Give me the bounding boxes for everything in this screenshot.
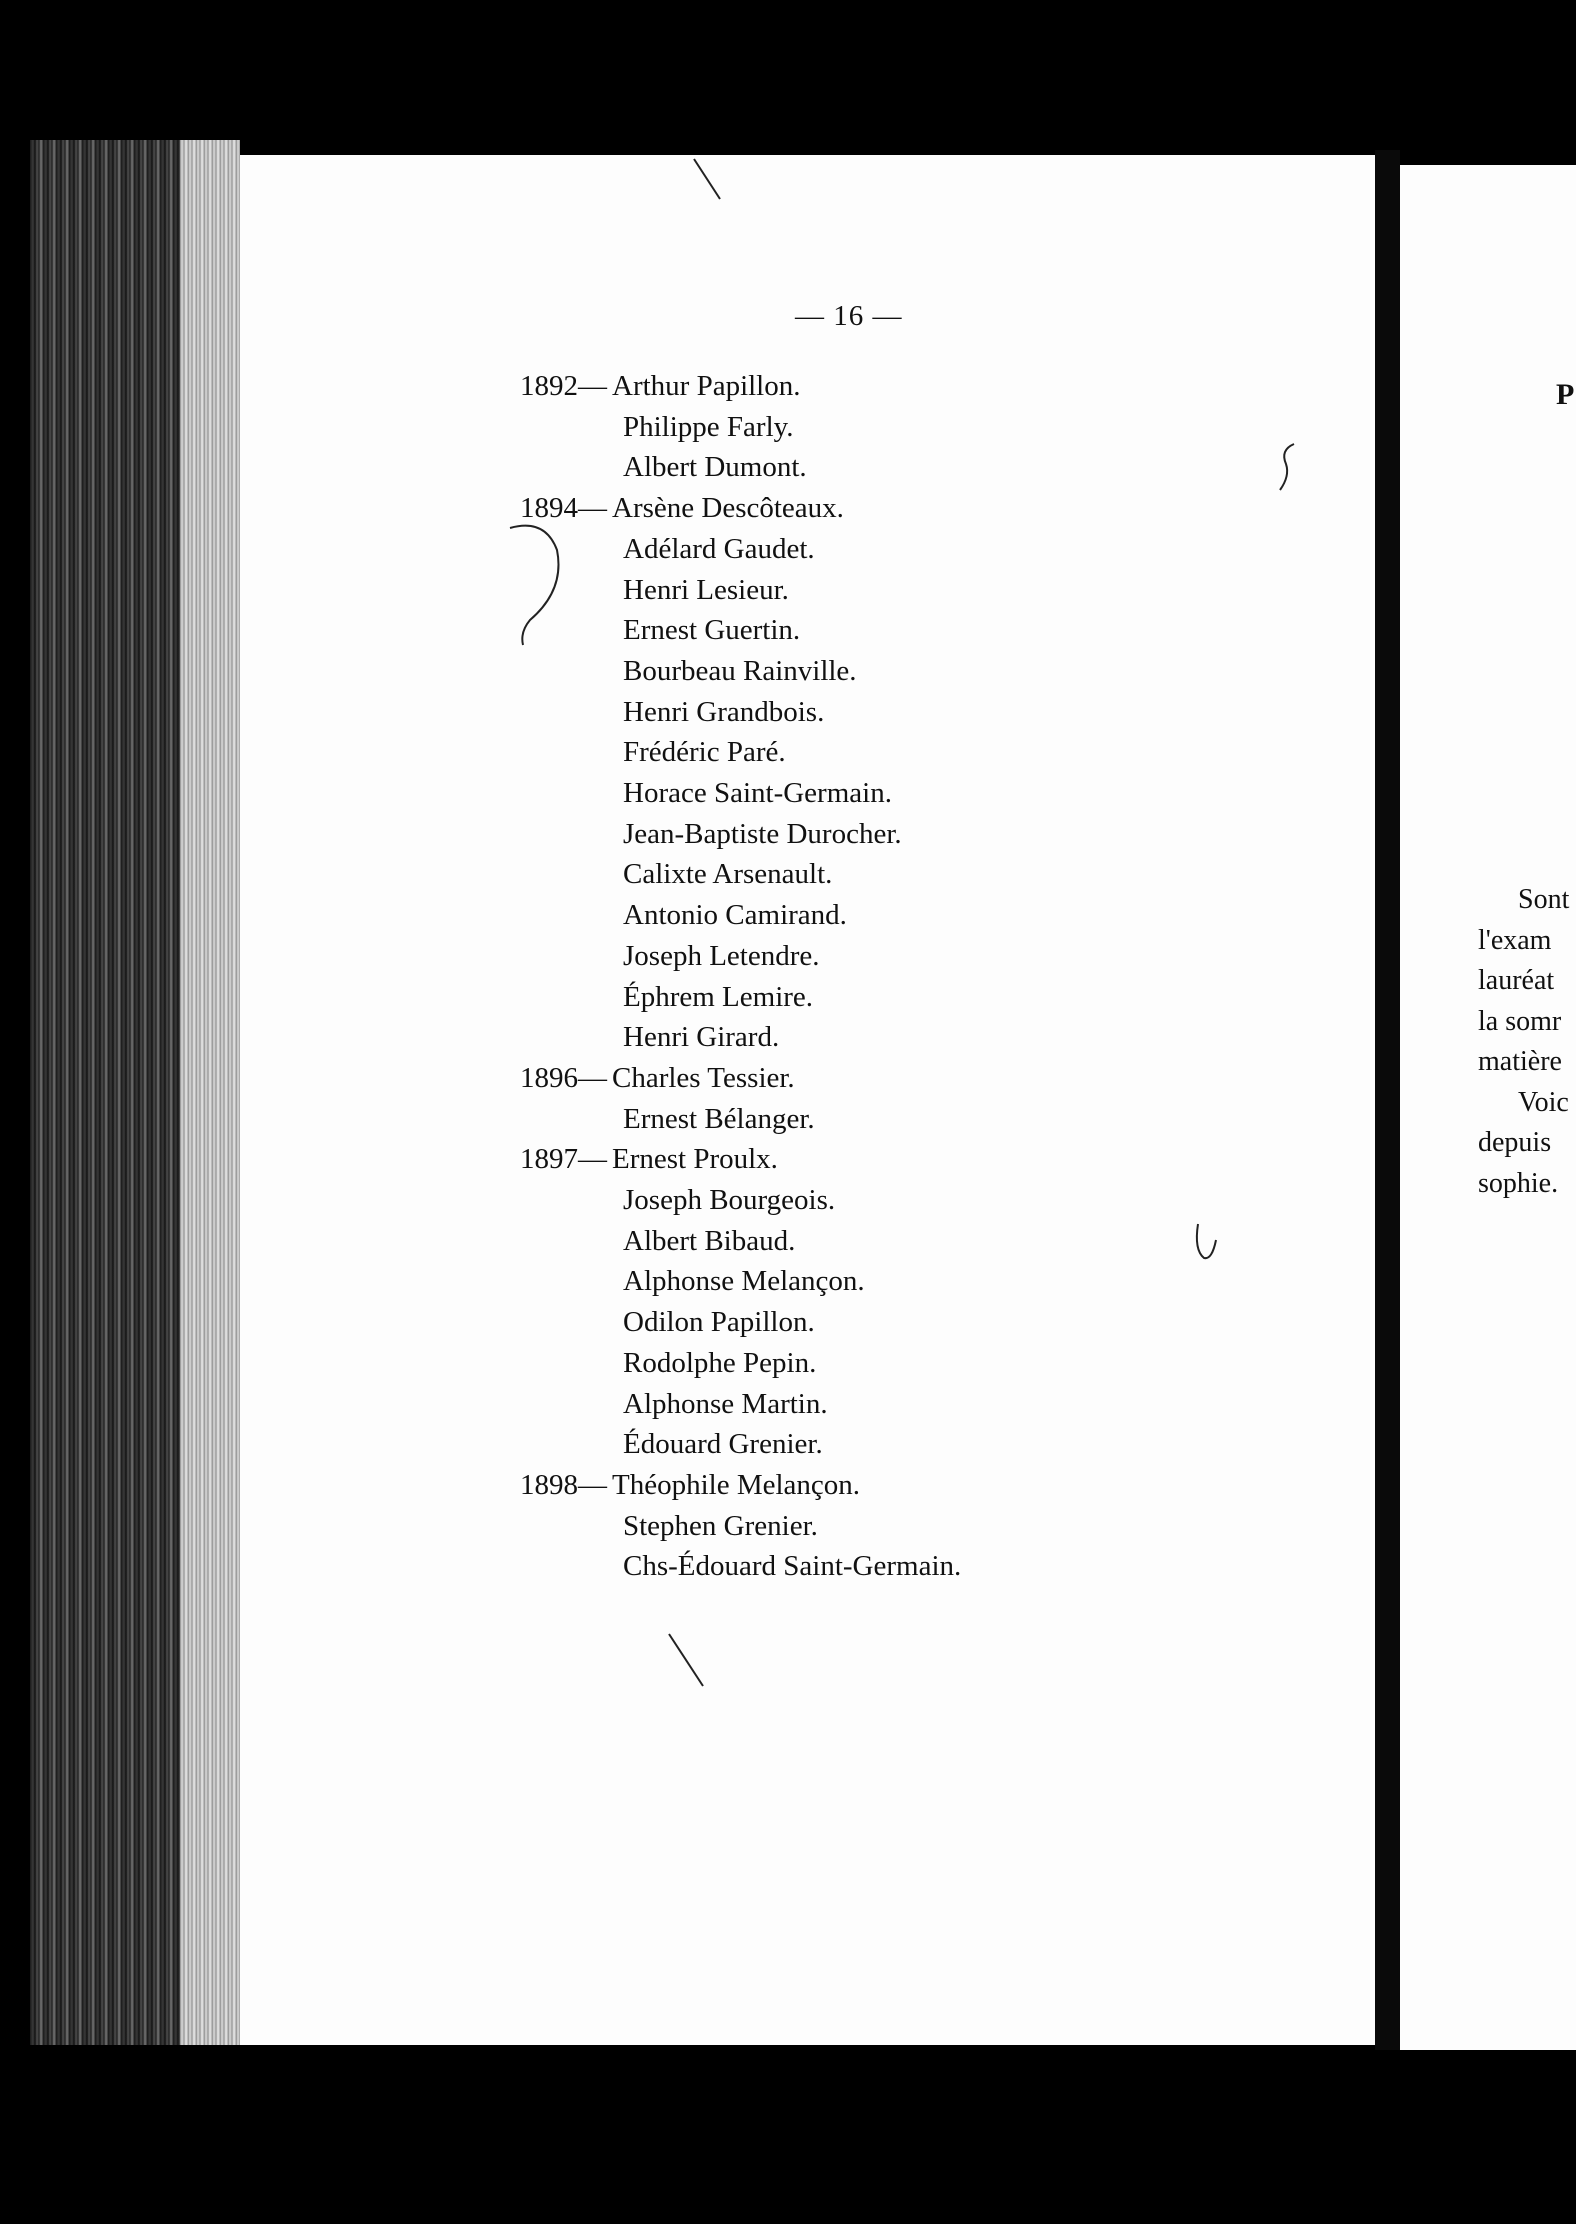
facing-page-text xyxy=(1470,880,1569,1204)
laureate-entry xyxy=(520,407,961,448)
facing-page-line: la somr xyxy=(1478,1005,1562,1037)
entry-name: Édouard Grenier. xyxy=(623,1428,823,1461)
pencil-small-mark xyxy=(1272,440,1302,500)
laureate-entry xyxy=(520,1058,961,1099)
entry-name: Ernest Proulx. xyxy=(612,1143,778,1176)
facing-page-line: sophie. xyxy=(1478,1167,1559,1199)
laureate-entry xyxy=(520,488,961,529)
laureate-entry xyxy=(520,977,961,1018)
laureate-entry xyxy=(520,1465,961,1506)
pencil-slash-mark xyxy=(665,1630,715,1690)
pencil-bracket-mark xyxy=(505,520,565,650)
laureate-entry xyxy=(520,1099,961,1140)
laureate-entry xyxy=(520,1506,961,1547)
entry-name: Philippe Farly. xyxy=(623,410,794,443)
entry-year: 1896— xyxy=(520,1061,607,1094)
entry-year: 1892— xyxy=(520,370,607,402)
facing-page-line: l'exam xyxy=(1478,924,1552,956)
entry-year: 1894— xyxy=(520,492,607,525)
pencil-slash-mark-top xyxy=(690,155,730,205)
entry-year: 1897— xyxy=(520,1143,607,1176)
entry-name: Adélard Gaudet. xyxy=(623,532,815,565)
laureate-entry xyxy=(520,651,961,692)
laureate-entry xyxy=(520,895,961,936)
laureate-entry xyxy=(520,1139,961,1180)
entry-year: 1898— xyxy=(520,1468,607,1501)
page-number: — 16 — xyxy=(795,300,903,332)
laureate-entry xyxy=(520,1017,961,1058)
laureate-list xyxy=(520,366,961,1587)
laureate-entry xyxy=(520,447,961,488)
entry-name: Henri Grandbois. xyxy=(623,695,825,728)
laureate-entry xyxy=(520,692,961,733)
entry-name: Joseph Bourgeois. xyxy=(623,1184,836,1217)
facing-page-heading: P xyxy=(1556,378,1575,411)
entry-name: Jean-Baptiste Durocher. xyxy=(623,817,902,850)
entry-name: Stephen Grenier. xyxy=(623,1509,818,1542)
entry-name: Joseph Letendre. xyxy=(623,939,820,972)
entry-name: Charles Tessier. xyxy=(612,1061,795,1094)
entry-name: Horace Saint-Germain. xyxy=(623,777,892,810)
page-stack-edge xyxy=(30,140,240,2045)
entry-name: Odilon Papillon. xyxy=(623,1306,815,1339)
facing-page-line: lauréat xyxy=(1478,965,1555,996)
laureate-entry xyxy=(520,529,961,570)
laureate-entry xyxy=(520,1343,961,1384)
laureate-entry xyxy=(520,1221,961,1262)
entry-name: Arthur Papillon. xyxy=(612,370,801,402)
entry-name: Albert Bibaud. xyxy=(623,1224,796,1257)
facing-page-line: matière xyxy=(1478,1046,1562,1077)
entry-name: Chs-Édouard Saint-Germain. xyxy=(623,1550,962,1583)
pencil-tick-mark xyxy=(1190,1220,1230,1270)
laureate-entry xyxy=(520,1384,961,1425)
facing-page-line: Sont xyxy=(1518,884,1570,915)
entry-name: Bourbeau Rainville. xyxy=(623,654,857,687)
entry-name: Albert Dumont. xyxy=(623,451,807,484)
laureate-entry xyxy=(520,610,961,651)
entry-name: Ernest Bélanger. xyxy=(623,1102,815,1135)
entry-name: Théophile Melançon. xyxy=(612,1468,861,1501)
laureate-entry xyxy=(520,1261,961,1302)
laureate-entry xyxy=(520,814,961,855)
entry-name: Alphonse Martin. xyxy=(623,1387,828,1420)
laureate-entry xyxy=(520,936,961,977)
facing-page-line: Voic xyxy=(1518,1086,1569,1118)
laureate-entry xyxy=(520,366,961,407)
laureate-entry xyxy=(520,854,961,895)
laureate-entry xyxy=(520,773,961,814)
entry-name: Éphrem Lemire. xyxy=(623,980,814,1013)
entry-name: Calixte Arsenault. xyxy=(623,858,833,891)
entry-name: Henri Girard. xyxy=(623,1021,780,1054)
laureate-entry xyxy=(520,1546,961,1587)
laureate-entry xyxy=(520,732,961,773)
laureate-entry xyxy=(520,570,961,611)
book-gutter xyxy=(1375,150,1400,2050)
entry-name: Frédéric Paré. xyxy=(623,736,786,769)
entry-name: Rodolphe Pepin. xyxy=(623,1346,817,1379)
entry-name: Arsène Descôteaux. xyxy=(612,492,844,525)
laureate-entry xyxy=(520,1302,961,1343)
entry-name: Alphonse Melançon. xyxy=(623,1265,865,1298)
entry-name: Ernest Guertin. xyxy=(623,614,801,647)
entry-name: Antonio Camirand. xyxy=(623,899,847,932)
entry-name: Henri Lesieur. xyxy=(623,573,789,606)
laureate-entry xyxy=(520,1424,961,1465)
laureate-entry xyxy=(520,1180,961,1221)
facing-page-line: depuis xyxy=(1478,1127,1552,1158)
